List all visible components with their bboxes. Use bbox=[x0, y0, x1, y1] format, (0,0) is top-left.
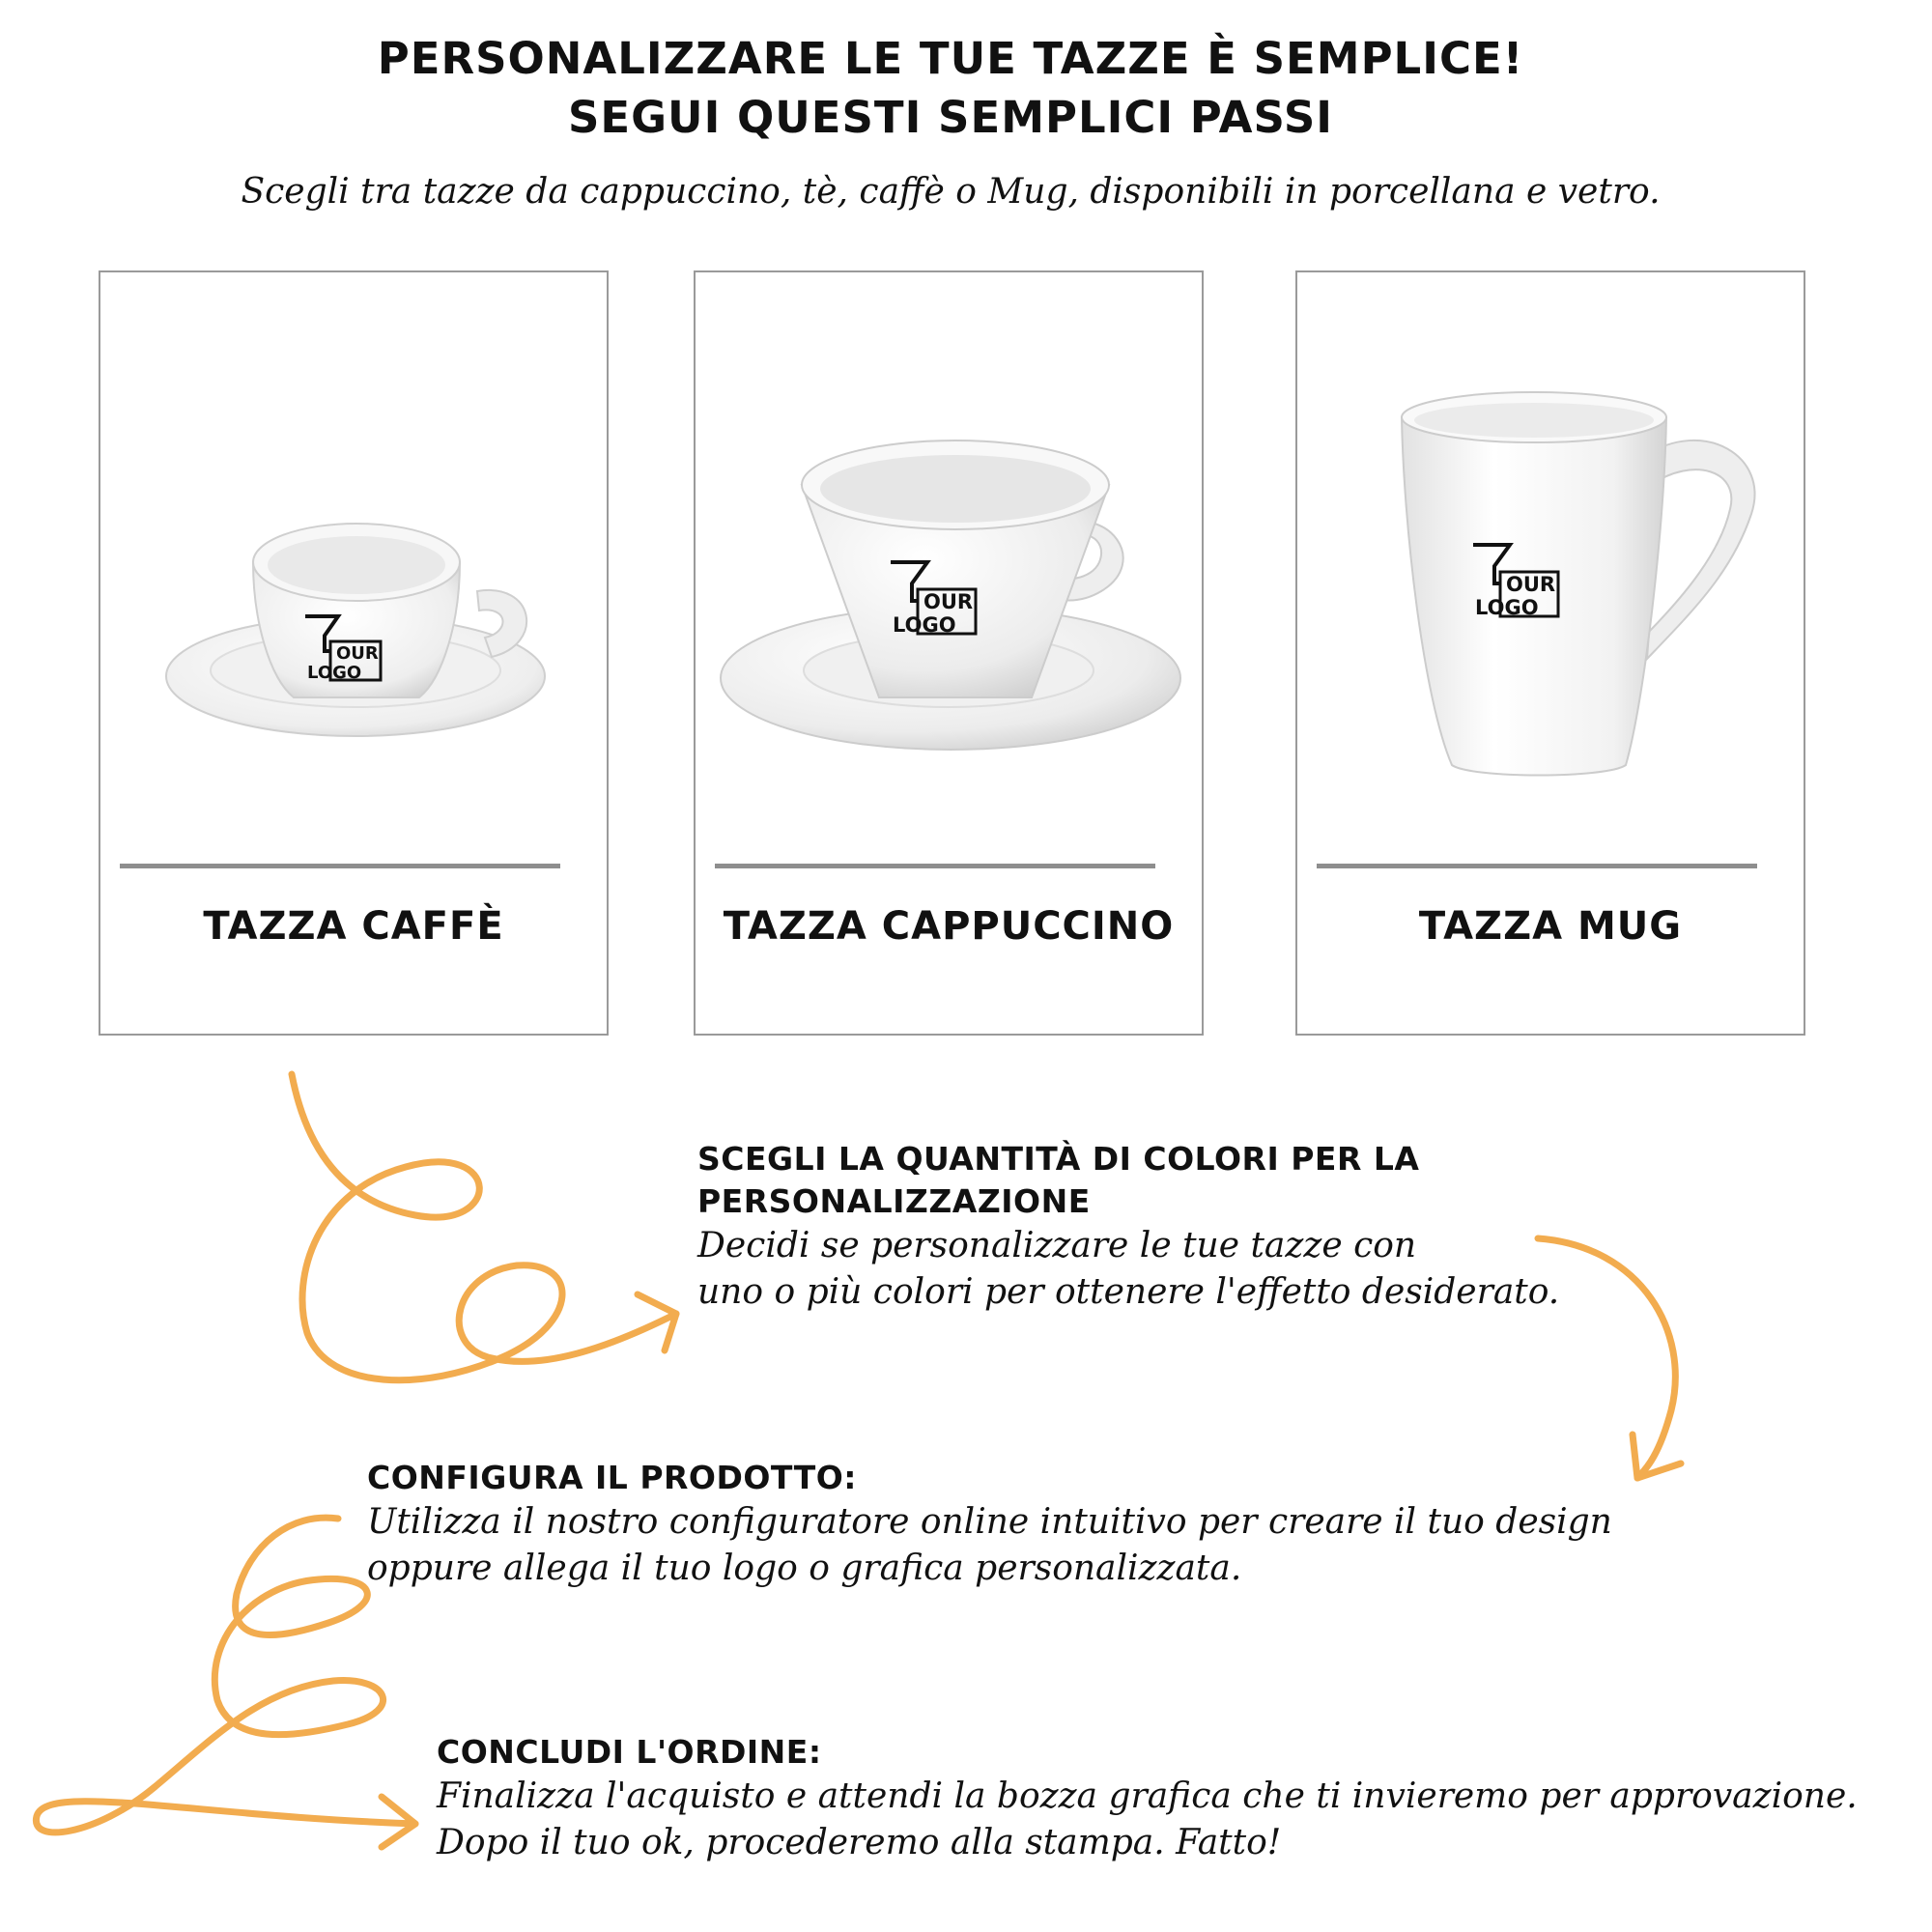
step-2-body-line1: Utilizza il nostro configuratore online intuitivo per creare il tuo design bbox=[367, 1502, 1612, 1542]
step-2 bbox=[367, 1457, 1612, 1592]
step-1 bbox=[697, 1138, 1559, 1316]
product-card-mug[interactable] bbox=[1295, 270, 1805, 1036]
step-3-body-line2: Dopo il tuo ok, procederemo alla stampa. Fatto! bbox=[437, 1823, 1282, 1862]
logo-text-top: OUR bbox=[336, 643, 379, 664]
page-subtitle: Scegli tra tazze da cappuccino, tè, caffè o Mug, disponibili in porcellana e vetro. bbox=[241, 172, 1661, 212]
step-3-body-line1: Finalizza l'acquisto e attendi la bozza grafica che ti invieremo per approvazione. bbox=[437, 1776, 1858, 1816]
logo-text-bottom: LOGO bbox=[1475, 596, 1539, 619]
logo-text-bottom: LOGO bbox=[893, 613, 956, 637]
logo-text-bottom: LOGO bbox=[307, 663, 362, 683]
product-card-caffe[interactable] bbox=[99, 270, 609, 1036]
product-label-mug: TAZZA MUG bbox=[1418, 904, 1683, 949]
arrow-head-1-icon bbox=[638, 1294, 676, 1350]
logo-text-top: OUR bbox=[923, 590, 974, 613]
product-label-caffe: TAZZA CAFFÈ bbox=[203, 904, 504, 949]
product-card-cappuccino[interactable] bbox=[694, 270, 1204, 1036]
step-2-body-line2: oppure allega il tuo logo o grafica personalizzata. bbox=[367, 1548, 1242, 1588]
arrow-head-3-icon bbox=[382, 1797, 415, 1847]
page-title-line2: SEGUI QUESTI SEMPLICI PASSI bbox=[567, 92, 1334, 143]
card-divider bbox=[1317, 864, 1757, 868]
curly-arrow-1-icon bbox=[292, 1074, 676, 1380]
arrow-head-2-icon bbox=[1633, 1435, 1681, 1478]
step-3-heading: CONCLUDI L'ORDINE: bbox=[437, 1733, 822, 1771]
espresso-cup-icon bbox=[100, 272, 611, 852]
step-1-body-line2: uno o più colori per ottenere l'effetto desiderato. bbox=[697, 1272, 1560, 1312]
curly-arrow-3-icon bbox=[36, 1518, 415, 1833]
card-divider bbox=[715, 864, 1155, 868]
logo-text-top: OUR bbox=[1506, 573, 1556, 596]
product-label-cappuccino: TAZZA CAPPUCCINO bbox=[723, 904, 1175, 949]
cappuccino-cup-icon bbox=[696, 272, 1206, 852]
step-1-body-line1: Decidi se personalizzare le tue tazze con bbox=[697, 1226, 1417, 1265]
step-1-heading-line1: SCEGLI LA QUANTITÀ DI COLORI PER LA bbox=[697, 1140, 1420, 1178]
page-title-line1: PERSONALIZZARE LE TUE TAZZE È SEMPLICE! bbox=[377, 33, 1524, 84]
mug-icon bbox=[1297, 272, 1807, 852]
step-3 bbox=[437, 1731, 1858, 1866]
card-divider bbox=[120, 864, 560, 868]
step-2-heading: CONFIGURA IL PRODOTTO: bbox=[367, 1459, 857, 1496]
step-1-heading-line2: PERSONALIZZAZIONE bbox=[697, 1182, 1091, 1220]
